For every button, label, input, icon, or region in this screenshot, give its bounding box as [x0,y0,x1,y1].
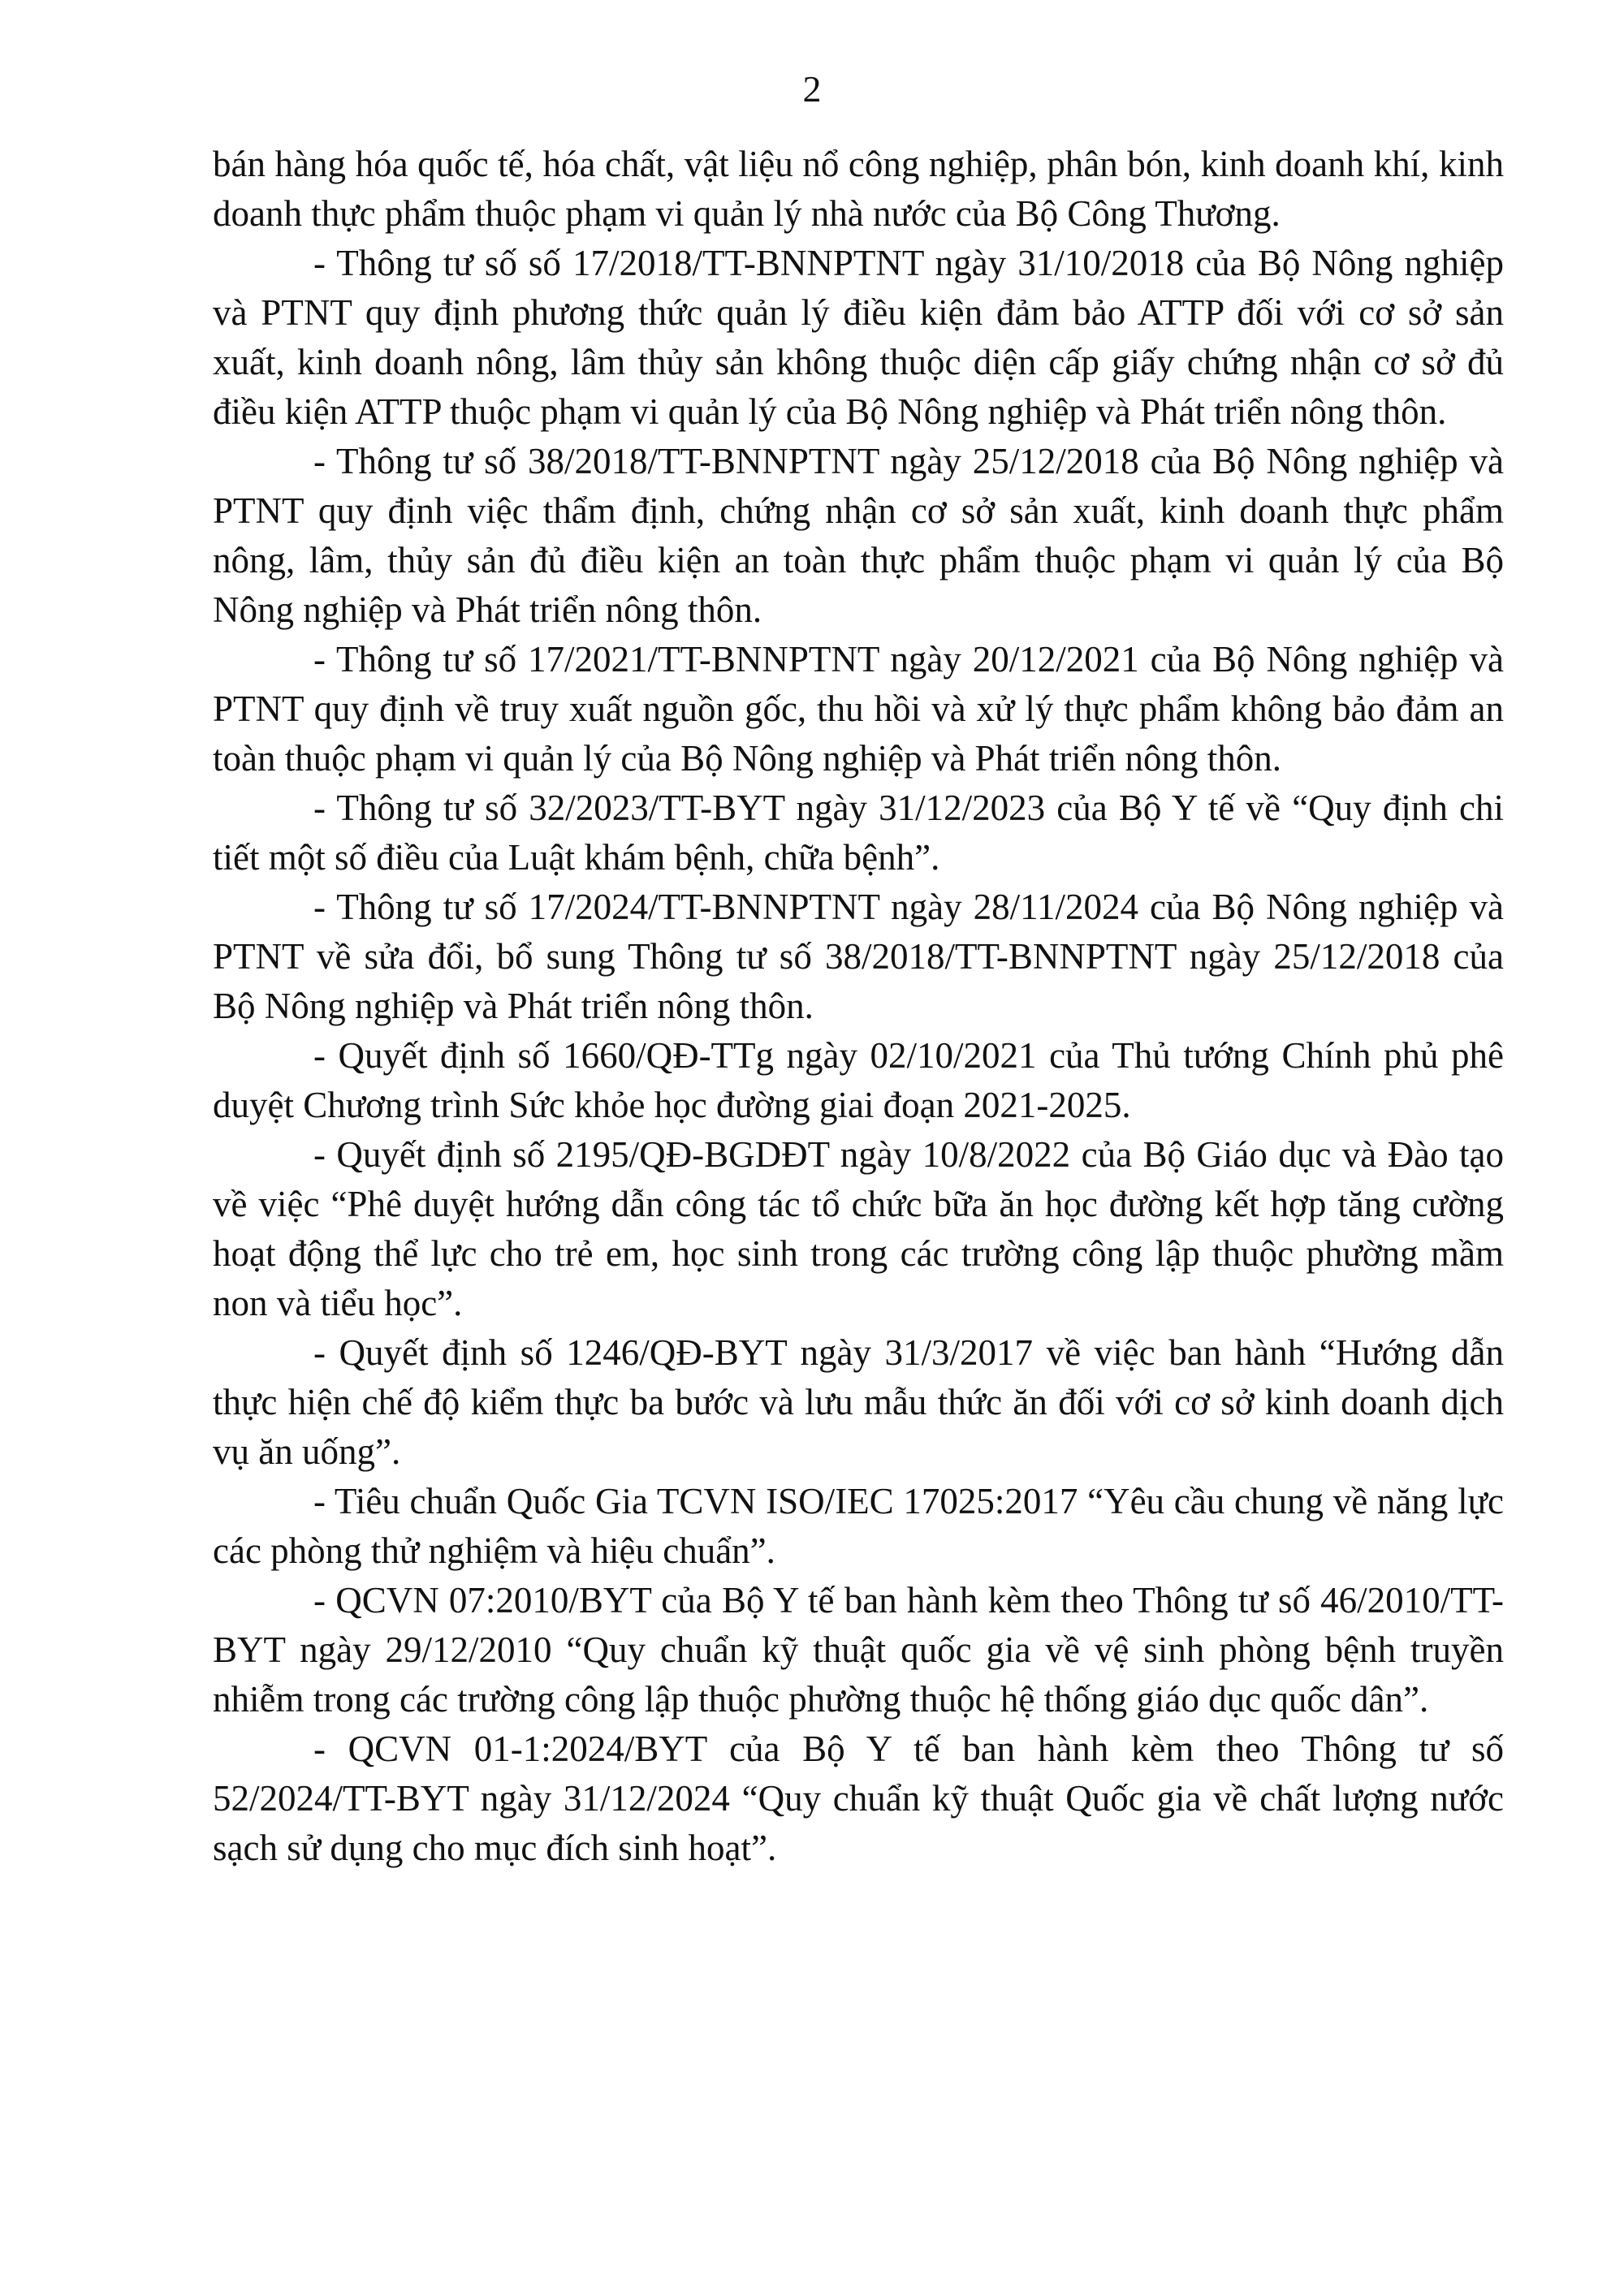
paragraph-thong-tu-17-2024: - Thông tư số 17/2024/TT-BNNPTNT ngày 28/11/2024 của Bộ Nông nghiệp và PTNT về sửa đổi, bổ sung Thông tư số 38/2018/TT-BNNPTNT ngày 25/12/2018 của Bộ Nông nghiệp và Phát triển nông thôn. [213,887,1504,1026]
paragraph-quyet-dinh-1660: - Quyết định số 1660/QĐ-TTg ngày 02/10/2021 của Thủ tướng Chính phủ phê duyệt Chương trình Sức khỏe học đường giai đoạn 2021-2025. [213,1035,1504,1125]
paragraph-quyet-dinh-2195: - Quyết định số 2195/QĐ-BGDĐT ngày 10/8/2022 của Bộ Giáo dục và Đào tạo về việc “Phê duyệt hướng dẫn công tác tổ chức bữa ăn học đường kết hợp tăng cường hoạt động thể lực cho trẻ em, học sinh trong các trường công lập thuộc phường mầm non và tiểu học”. [213,1134,1504,1323]
paragraph-tcvn-17025: - Tiêu chuẩn Quốc Gia TCVN ISO/IEC 17025:2017 “Yêu cầu chung về năng lực các phòng thử nghiệm và hiệu chuẩn”. [213,1481,1504,1571]
paragraph-qcvn-07-2010: - QCVN 07:2010/BYT của Bộ Y tế ban hành kèm theo Thông tư số 46/2010/TT-BYT ngày 29/12/2010 “Quy chuẩn kỹ thuật quốc gia về vệ sinh phòng bệnh truyền nhiễm trong các trường công lập thuộc phường thuộc hệ thống giáo dục quốc dân”. [213,1580,1504,1720]
paragraph-continuation: bán hàng hóa quốc tế, hóa chất, vật liệu nổ công nghiệp, phân bón, kinh doanh khí, kinh doanh thực phẩm thuộc phạm vi quản lý nhà nước của Bộ Công Thương. [213,144,1504,234]
paragraph-quyet-dinh-1246: - Quyết định số 1246/QĐ-BYT ngày 31/3/2017 về việc ban hành “Hướng dẫn thực hiện chế độ kiểm thực ba bước và lưu mẫu thức ăn đối với cơ sở kinh doanh dịch vụ ăn uống”. [213,1332,1504,1472]
page-number: 2 [802,68,822,110]
paragraph-thong-tu-32-2023: - Thông tư số 32/2023/TT-BYT ngày 31/12/2023 của Bộ Y tế về “Quy định chi tiết một số điều của Luật khám bệnh, chữa bệnh”. [213,788,1504,878]
paragraph-thong-tu-17-2021: - Thông tư số 17/2021/TT-BNNPTNT ngày 20/12/2021 của Bộ Nông nghiệp và PTNT quy định về truy xuất nguồn gốc, thu hồi và xử lý thực phẩm không bảo đảm an toàn thuộc phạm vi quản lý của Bộ Nông nghiệp và Phát triển nông thôn. [213,639,1504,779]
document-body [213,140,1504,1873]
paragraph-thong-tu-17-2018: - Thông tư số số 17/2018/TT-BNNPTNT ngày 31/10/2018 của Bộ Nông nghiệp và PTNT quy định phương thức quản lý điều kiện đảm bảo ATTP đối với cơ sở sản xuất, kinh doanh nông, lâm thủy sản không thuộc diện cấp giấy chứng nhận cơ sở đủ điều kiện ATTP thuộc phạm vi quản lý của Bộ Nông nghiệp và Phát triển nông thôn. [213,243,1504,432]
paragraph-qcvn-01-1-2024: - QCVN 01-1:2024/BYT của Bộ Y tế ban hành kèm theo Thông tư số 52/2024/TT-BYT ngày 31/12/2024 “Quy chuẩn kỹ thuật Quốc gia về chất lượng nước sạch sử dụng cho mục đích sinh hoạt”. [213,1728,1504,1868]
paragraph-thong-tu-38-2018: - Thông tư số 38/2018/TT-BNNPTNT ngày 25/12/2018 của Bộ Nông nghiệp và PTNT quy định việc thẩm định, chứng nhận cơ sở sản xuất, kinh doanh thực phẩm nông, lâm, thủy sản đủ điều kiện an toàn thực phẩm thuộc phạm vi quản lý của Bộ Nông nghiệp và Phát triển nông thôn. [213,441,1504,630]
